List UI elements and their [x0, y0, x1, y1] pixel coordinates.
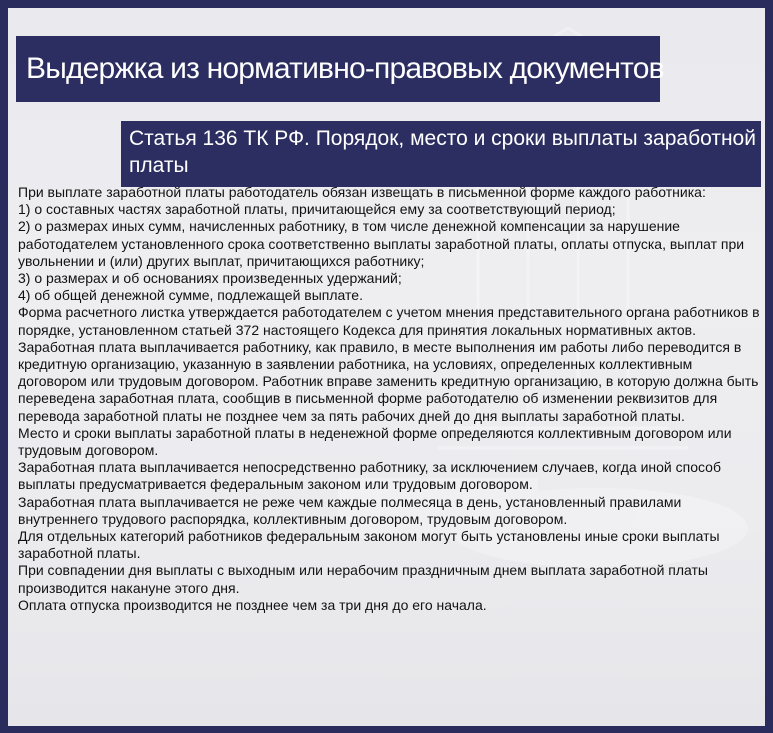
paragraph: Заработная плата выплачивается непосредственно работнику, за исключением случаев, когда иной способ выплаты предусматривается федеральным законом или трудовым договором. — [18, 459, 721, 493]
paragraph: Заработная плата выплачивается работнику, как правило, в месте выполнения им работы либо переводится в кредитную организацию, указанную в заявлении работника, на условиях, определенных коллективным договором или трудовым договором. Работник вправе заменить кредитную организацию, в которую должна быть переведена заработная плата, сообщив в письменной форме работодателю об изменении реквизитов для перевода заработной платы не позднее чем за пять рабочих дней до дня выплаты заработной платы. — [18, 338, 759, 424]
paragraph: Форма расчетного листка утверждается работодателем с учетом мнения представительного органа работников в порядке, установленном статьей 372 настоящего Кодекса для принятия локальных нормативных актов. — [18, 304, 760, 338]
paragraph: 1) о составных частях заработной платы, причитающейся ему за соответствующий период; — [18, 201, 616, 218]
paragraph: Оплата отпуска производится не позднее чем за три дня до его начала. — [18, 596, 487, 613]
paragraph: Для отдельных категорий работников федеральным законом могут быть установлены иные сроки выплаты заработной платы. — [18, 528, 720, 562]
article-heading: Статья 136 ТК РФ. Порядок, место и сроки выплаты заработной платы — [129, 127, 756, 177]
paragraph: Место и сроки выплаты заработной платы в неденежной форме определяются коллективным договором или трудовым договором. — [18, 424, 732, 459]
title-banner — [16, 36, 664, 102]
paragraph: 4) об общей денежной сумме, подлежащей выплате. — [18, 287, 363, 304]
paragraph: При совпадении дня выплаты с выходным или нерабочим праздничным днем выплата заработной платы производится накануне этого дня. — [18, 562, 708, 596]
paragraph: 2) о размерах иных сумм, начисленных работнику, в том числе денежной компенсации за нарушение работодателем установленного срока соответственно выплаты заработной платы, оплаты отпуска, выплат при увольнении и (или) других выплат, причитающихся работнику; — [18, 218, 745, 269]
paragraph: Заработная плата выплачивается не реже чем каждые полмесяца в день, установленный правилами внутреннего трудового распорядка, коллективным договором, трудовым договором. — [18, 493, 682, 527]
paragraph: 3) о размерах и об основаниях произведенных удержаний; — [18, 270, 402, 287]
paragraph: При выплате заработной платы работодатель обязан извещать в письменной форме каждого работника: — [18, 184, 706, 200]
page-title: Выдержка из нормативно-правовых документов — [26, 52, 664, 85]
article-body — [18, 184, 763, 614]
subtitle-banner — [121, 121, 761, 187]
content-panel — [8, 8, 765, 726]
